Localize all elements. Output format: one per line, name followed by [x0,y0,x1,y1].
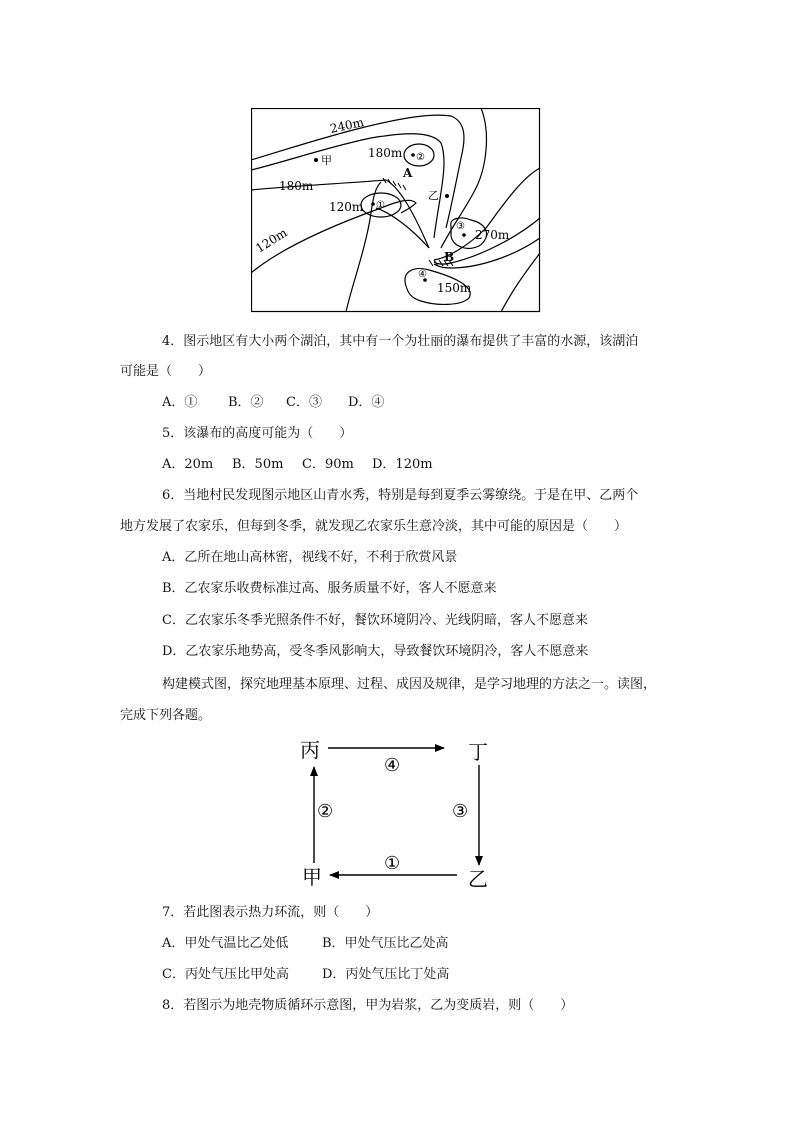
q7-options-row1 [162,935,449,953]
node-jia: 甲 [302,865,322,889]
label-arrow-1: ① [384,853,401,874]
q4-option-d[interactable]: D．④ [348,395,385,410]
label-120m-left: 120m [253,225,290,256]
q5-option-d[interactable]: D．120m [372,457,433,472]
q5-stem: 5．该瀑布的高度可能为（ ） [162,426,353,441]
q4-options [162,394,384,412]
label-180m-left: 180m [279,179,314,193]
intro-line1: 构建模式图，探究地理基本原理、过程、成因及规律，是学习地理的方法之一。读图， [162,677,657,692]
label-180m-upper: 180m [368,146,403,160]
q6-option-a[interactable]: A．乙所在地山高林密，视线不好，不利于欣赏风景 [162,550,458,565]
cycle-diagram [292,735,502,895]
q4-stem-line2: 可能是（ ） [120,364,212,379]
q7-stem: 7．若此图表示热力环流，则（ ） [162,905,379,920]
q4-option-c[interactable]: C．③ [286,395,322,410]
q5-option-b[interactable]: B．50m [232,457,284,472]
q8-stem: 8．若图示为地壳物质循环示意图，甲为岩浆，乙为变质岩，则（ ） [162,998,574,1013]
label-150m: 150m [437,281,472,295]
label-lake-4: ④ [418,269,427,280]
q5-option-a[interactable]: A．20m [162,457,214,472]
point-jia [314,158,318,162]
label-lake-2: ② [416,152,425,163]
label-a: A [403,166,413,180]
q6-option-d[interactable]: D．乙农家乐地势高，受冬季风影响大，导致餐饮环境阴冷，客人不愿意来 [162,644,589,659]
q7-option-b[interactable]: B．甲处气压比乙处高 [322,936,449,951]
q6-stem-line1: 6．当地村民发现图示地区山青水秀，特别是每到夏季云雾缭绕。于是在甲、乙两个 [162,488,639,503]
q6-stem-line2: 地方发展了农家乐，但每到冬季，就发现乙农家乐生意冷淡，其中可能的原因是（ ） [120,519,628,534]
point-yi [445,194,449,198]
q7-option-a[interactable]: A．甲处气温比乙处低 [162,936,289,951]
label-120m-center: 120m [329,200,364,214]
label-lake-1: ① [376,200,385,211]
q7-option-c[interactable]: C．丙处气压比甲处高 [162,967,289,982]
intro-line2: 完成下列各题。 [120,708,212,723]
label-b: B [444,250,455,264]
q6-option-b[interactable]: B．乙农家乐收费标准过高、服务质量不好，客人不愿意来 [162,581,497,596]
label-240m: 240m [328,115,366,136]
q4-option-a[interactable]: A．① [162,395,198,410]
q5-options [162,456,433,474]
label-arrow-4: ④ [384,755,401,776]
q5-option-c[interactable]: C．90m [302,457,354,472]
label-270m: 270m [475,228,510,242]
q4-stem-line1: 4．图示地区有大小两个湖泊，其中有一个为壮丽的瀑布提供了丰富的水源，该湖泊 [162,334,639,349]
lake-1-dot [371,202,375,206]
q6-option-c[interactable]: C．乙农家乐冬季光照条件不好，餐饮环境阴冷、光线阴暗，客人不愿意来 [162,613,588,628]
label-jia: 甲 [321,154,332,167]
label-lake-3: ③ [456,221,465,232]
q7-options-row2 [162,966,449,984]
node-yi: 乙 [468,867,488,891]
q4-option-b[interactable]: B．② [228,395,264,410]
label-arrow-2: ② [317,801,334,822]
node-bing: 丙 [300,738,320,762]
q7-option-d[interactable]: D．丙处气压比丁处高 [322,967,450,982]
node-ding: 丁 [468,740,488,764]
contour-map [251,108,541,313]
lake-2-dot [411,153,415,157]
lake-3-dot [462,233,466,237]
map-frame [252,109,540,312]
label-arrow-3: ③ [452,801,469,822]
label-yi: 乙 [428,189,439,202]
